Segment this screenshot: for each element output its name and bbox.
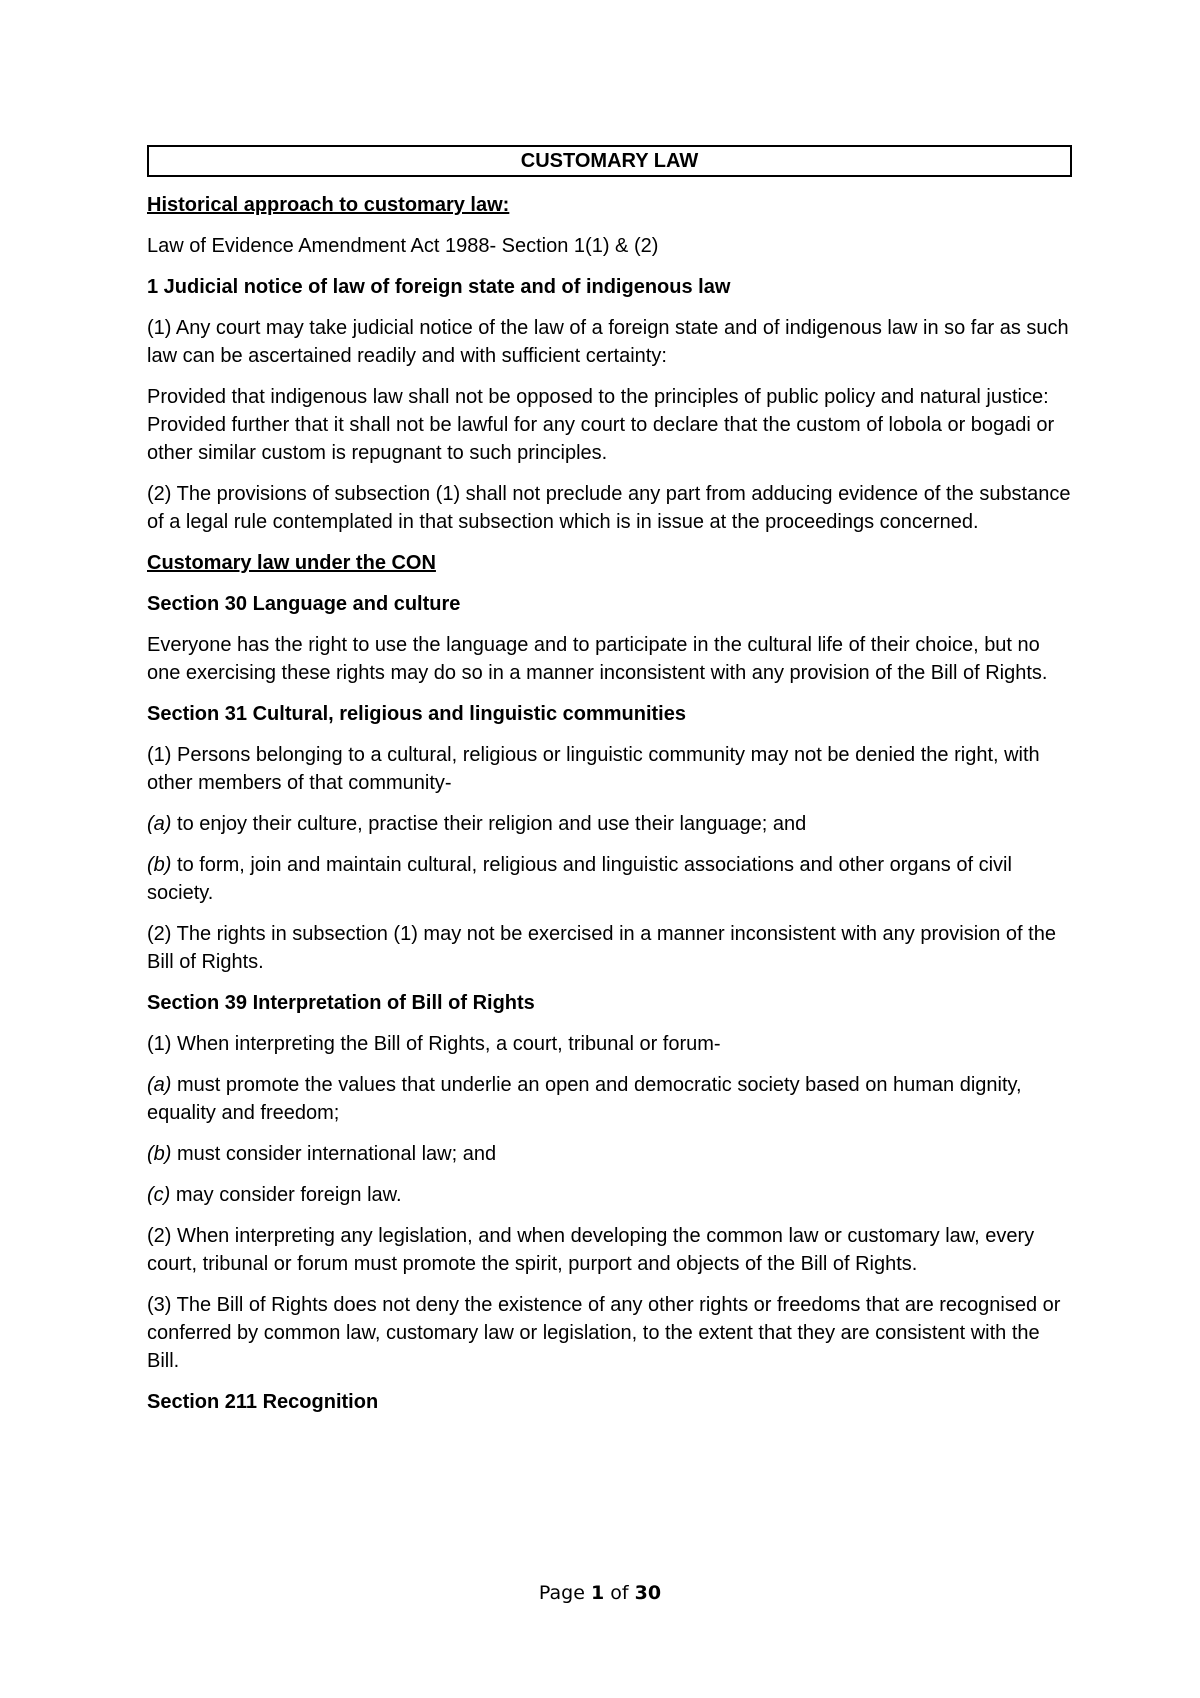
item-label: (c) [147, 1184, 171, 1206]
section31-paragraph-1: (1) Persons belonging to a cultural, religious or linguistic community may not be denied the right, with other members of that community- [147, 744, 1040, 794]
document-page [147, 145, 1072, 1429]
section31-paragraph-2: (2) The rights in subsection (1) may not be exercised in a manner inconsistent with any provision of the Bill of Rights. [147, 923, 1056, 973]
section1-paragraph-1: (1) Any court may take judicial notice of the law of a foreign state and of indigenous law in so far as such law can be ascertained readily and with sufficient certainty: [147, 317, 1069, 367]
section39-paragraph-1: (1) When interpreting the Bill of Rights, a court, tribunal or forum- [147, 1033, 721, 1055]
section31-heading: Section 31 Cultural, religious and linguistic communities [147, 703, 686, 725]
page-total: 30 [634, 1582, 662, 1604]
item-label: (a) [147, 1074, 172, 1096]
section39-paragraph-2: (2) When interpreting any legislation, and when developing the common law or customary law, every court, tribunal or forum must promote the spirit, purport and objects of the Bill of Rights. [147, 1225, 1035, 1275]
section30-text: Everyone has the right to use the language and to participate in the cultural life of their choice, but no one exercising these rights may do so in a manner inconsistent with any provision of the Bill of Rights. [147, 634, 1048, 684]
of-word: of [610, 1582, 629, 1604]
page-footer [0, 1582, 1200, 1604]
section30-heading: Section 30 Language and culture [147, 593, 461, 615]
section31-item-b [147, 851, 1072, 907]
item-text: must promote the values that underlie an open and democratic society based on human dignity, equality and freedom; [147, 1074, 1022, 1124]
section39-paragraph-3: (3) The Bill of Rights does not deny the existence of any other rights or freedoms that are recognised or conferred by common law, customary law or legislation, to the extent that they are consistent with the Bill. [147, 1294, 1061, 1372]
section1-paragraph-2: Provided that indigenous law shall not be opposed to the principles of public policy and natural justice: Provided further that it shall not be lawful for any court to declare that the custom of lobola or bogadi or other similar custom is repugnant to such principles. [147, 386, 1055, 464]
item-label: (b) [147, 1143, 172, 1165]
section1-paragraph-3: (2) The provisions of subsection (1) shall not preclude any part from adducing evidence of the substance of a legal rule contemplated in that subsection which is in issue at the proceedings concerned. [147, 483, 1071, 533]
item-text: to enjoy their culture, practise their religion and use their language; and [171, 813, 807, 835]
con-heading: Customary law under the CON [147, 552, 436, 574]
act-reference: Law of Evidence Amendment Act 1988- Section 1(1) & (2) [147, 235, 659, 257]
section1-heading: 1 Judicial notice of law of foreign state and of indigenous law [147, 276, 731, 298]
item-text: must consider international law; and [171, 1143, 497, 1165]
item-label: (b) [147, 854, 172, 876]
section211-heading: Section 211 Recognition [147, 1391, 379, 1413]
item-label: (a) [147, 813, 172, 835]
section31-item-a [147, 810, 1072, 838]
section39-item-a [147, 1071, 1072, 1127]
section39-item-b [147, 1140, 1072, 1168]
page-current: 1 [590, 1582, 605, 1604]
item-text: to form, join and maintain cultural, religious and linguistic associations and other organs of civil society. [147, 854, 1012, 904]
section39-heading: Section 39 Interpretation of Bill of Rights [147, 992, 535, 1014]
item-text: may consider foreign law. [170, 1184, 402, 1206]
document-title: CUSTOMARY LAW [147, 145, 1072, 177]
historical-approach-heading: Historical approach to customary law: [147, 194, 510, 216]
section39-item-c [147, 1181, 1072, 1209]
page-word: Page [538, 1582, 585, 1604]
